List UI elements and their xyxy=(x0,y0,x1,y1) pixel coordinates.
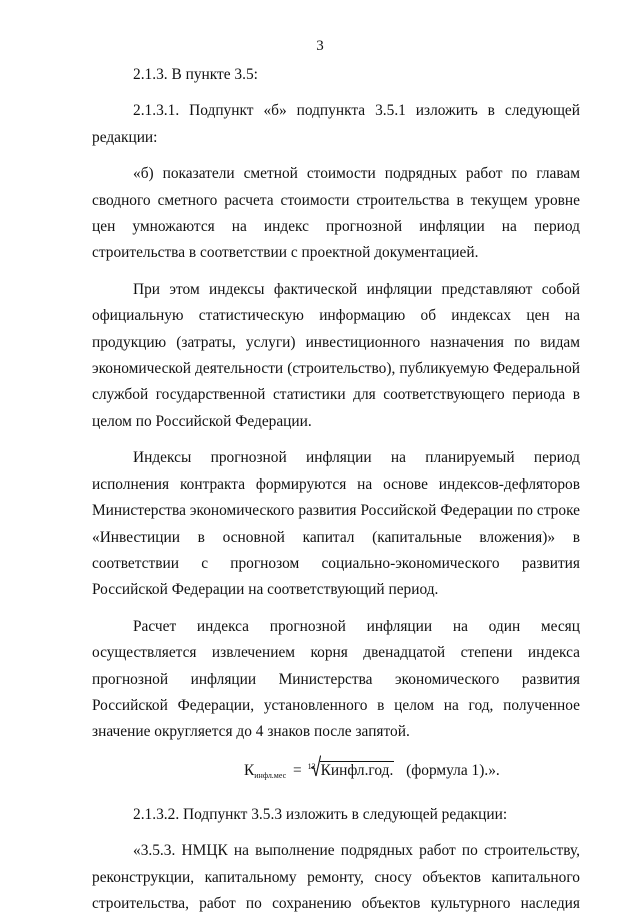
page-number: 3 xyxy=(316,38,324,54)
formula-root-index: 12 xyxy=(307,761,316,771)
paragraph-spacer xyxy=(92,435,580,445)
paragraph-3-5-3: «3.5.3. НМЦК на выполнение подрядных работ по строительству, реконструкции, капитальному ремонту, сносу объектов капитального строительства, работ по сохранению объектов культурного наследия xyxy=(92,842,580,912)
radical-sign-icon xyxy=(311,755,321,777)
formula-equals: = xyxy=(293,761,302,779)
paragraph-spacer xyxy=(92,604,580,614)
formula-k-symbol: К xyxy=(244,761,255,779)
formula-expression xyxy=(244,758,500,789)
paragraph-actual-inflation: При этом индексы фактической инфляции представляют собой официальную статистическую информацию об индексах цен на продукцию (затраты, услуги) инвестиционного назначения по видам экономической деятельности (строительство), публикуемую Федеральной службой государственной статистики для соответствующего периода в целом по Российской Федерации. xyxy=(92,280,580,430)
paragraph-spacer xyxy=(92,88,580,98)
document-body xyxy=(92,62,580,917)
paragraph-spacer xyxy=(92,267,580,277)
formula-note: (формула 1).». xyxy=(406,761,500,779)
paragraph-spacer xyxy=(92,828,580,838)
paragraph-2-1-3-1: 2.1.3.1. Подпункт «б» подпункта 3.5.1 изложить в следующей редакции: xyxy=(92,102,580,146)
paragraph-subclause-b: «б) показатели сметной стоимости подрядных работ по главам сводного сметного расчета стоимости строительства в текущем уровне цен умножаются на индекс прогнозной инфляции на период строительства в соответствии с проектной документацией. xyxy=(92,165,580,262)
paragraph-2-1-3-2: 2.1.3.2. Подпункт 3.5.3 изложить в следующей редакции: xyxy=(133,805,508,823)
paragraph-monthly-index: Расчет индекса прогнозной инфляции на один месяц осуществляется извлечением корня двенадцатой степени индекса прогнозной инфляции Министерства экономического развития Российской Федерации, установленного в целом на год, полученное значение округляется до 4 знаков после запятой. xyxy=(92,617,580,741)
formula-1 xyxy=(92,752,580,790)
formula-root xyxy=(308,758,395,784)
formula-k-subscript: инфл.мес xyxy=(254,770,287,780)
formula-radicand: Кинфл.год. xyxy=(320,761,394,779)
paragraph-spacer xyxy=(92,151,580,161)
paragraph-2-1-3: 2.1.3. В пункте 3.5: xyxy=(133,66,258,83)
paragraph-forecast-inflation: Индексы прогнозной инфляции на планируемый период исполнения контракта формируются на основе индексов-дефляторов Министерства экономического развития Российской Федерации по строке «Инвестиции в основной капитал (капитальные вложения)» в соответствии с прогнозом социально-экономического развития Российской Федерации на соответствующий период. xyxy=(92,449,580,599)
